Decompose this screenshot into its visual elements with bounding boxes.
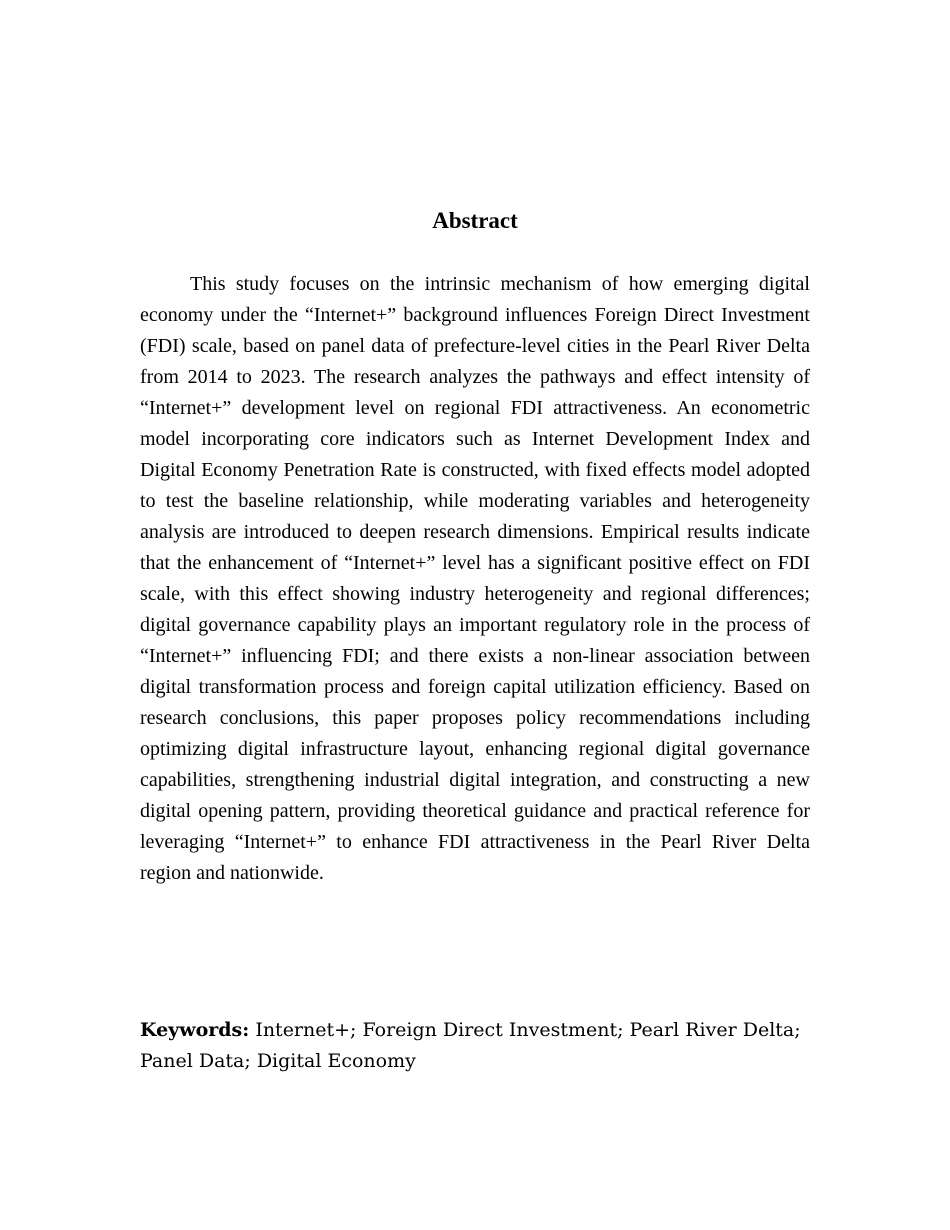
abstract-body: This study focuses on the intrinsic mechanism of how emerging digital economy under the “Internet+” background influences Foreign Direct Investment (FDI) scale, based on panel data of prefecture-level cities in the Pearl River Delta from 2014 to 2023. The research analyzes the pathways and effect intensity of “Internet+” development level on regional FDI attractiveness. An econometric model incorporating core indicators such as Internet Development Index and Digital Economy Penetration Rate is constructed, with fixed effects model adopted to test the baseline relationship, while moderating variables and heterogeneity analysis are introduced to deepen research dimensions. Empirical results indicate that the enhancement of “Internet+” level has a significant positive effect on FDI scale, with this effect showing industry heterogeneity and regional differences; digital governance capability plays an important regulatory role in the process of “Internet+” influencing FDI; and there exists a non-linear association between digital transformation process and foreign capital utilization efficiency. Based on research conclusions, this paper proposes policy recommendations including optimizing digital infrastructure layout, enhancing regional digital governance capabilities, strengthening industrial digital integration, and constructing a new digital opening pattern, providing theoretical guidance and practical reference for leveraging “Internet+” to enhance FDI attractiveness in the Pearl River Delta region and nationwide. <box>140 273 810 884</box>
keywords-label: Keywords: <box>140 1019 250 1041</box>
abstract-title: Abstract <box>432 208 518 233</box>
keywords-line <box>140 1015 820 1077</box>
keywords-text: Internet+; Foreign Direct Investment; Pearl River Delta; Panel Data; Digital Economy <box>140 1019 801 1072</box>
